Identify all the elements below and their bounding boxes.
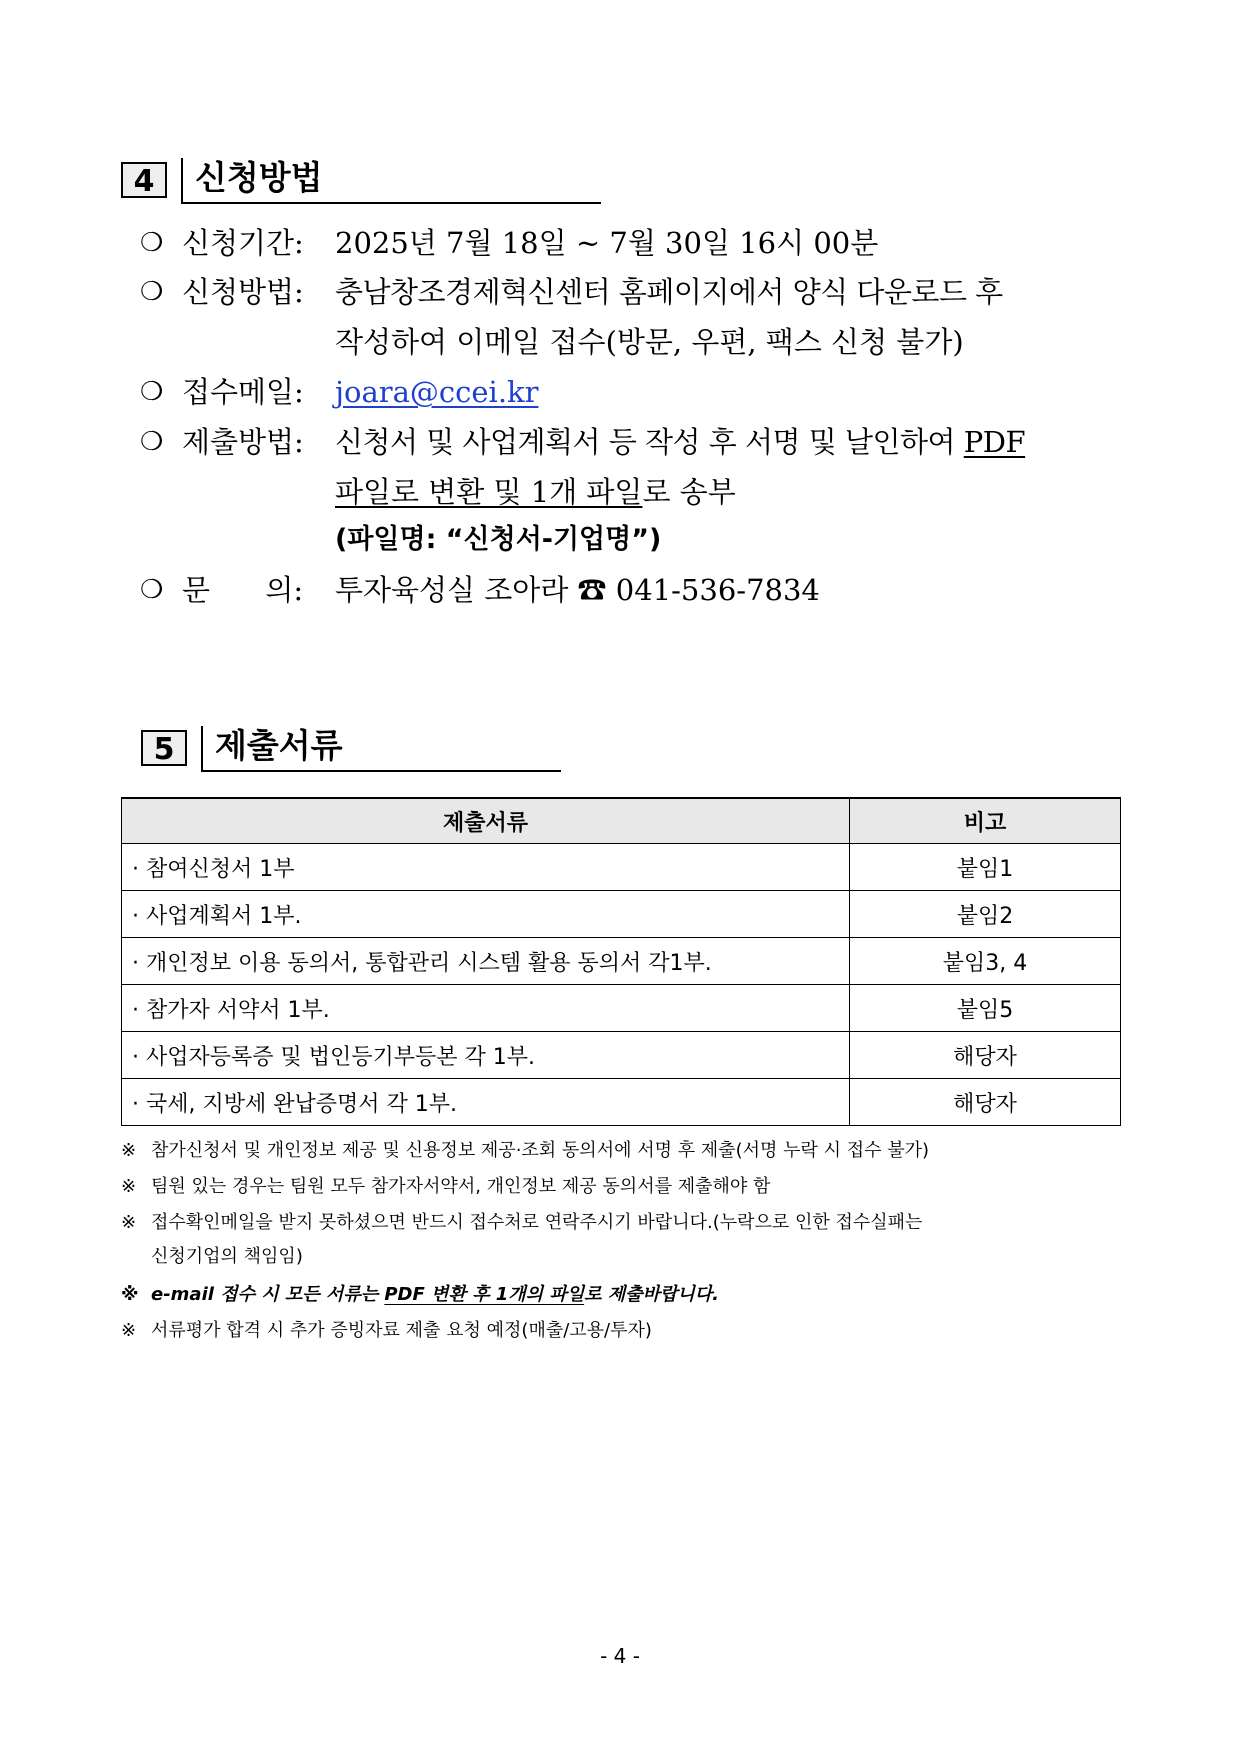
email-label: 접수메일: xyxy=(182,375,304,409)
email-link[interactable]: joara@ccei.kr xyxy=(335,375,539,409)
reference-mark-icon: ※ xyxy=(121,1320,137,1341)
remark-cell: 붙임3, 4 xyxy=(850,938,1121,985)
apply-period-label: 신청기간: xyxy=(182,226,304,260)
bullet-icon: ❍ xyxy=(140,575,164,605)
note-pdf-a: e-mail 접수 시 모든 서류는 xyxy=(151,1284,385,1305)
document-cell: · 개인정보 이용 동의서, 통합관리 시스템 활용 동의서 각1부. xyxy=(122,938,850,985)
note-text xyxy=(151,1278,719,1312)
bullet-icon: ❍ xyxy=(140,228,164,258)
section-4-number: 4 xyxy=(121,162,167,198)
table-row xyxy=(122,1032,1121,1079)
section-divider xyxy=(201,726,203,770)
table-header-row xyxy=(122,798,1121,844)
reference-mark-icon: ※ xyxy=(121,1284,139,1305)
reference-mark-icon: ※ xyxy=(121,1176,137,1197)
contact-value: 투자육성실 조아라 ☎ 041-536-7834 xyxy=(335,573,820,607)
submit-method-label: 제출방법: xyxy=(182,425,304,459)
document-cell: · 참여신청서 1부 xyxy=(122,844,850,891)
apply-method-label: 신청방법: xyxy=(182,275,304,309)
contact-label: 문 의: xyxy=(182,573,304,607)
submit-method-cont xyxy=(335,472,736,512)
document-cell: · 사업계획서 1부. xyxy=(122,891,850,938)
section-underline xyxy=(201,770,561,772)
submit-method-value-a: 신청서 및 사업계획서 등 작성 후 서명 및 날인하여 xyxy=(335,425,964,459)
submit-method-cont-a: 파일로 변환 및 1개 파일 xyxy=(335,475,643,509)
bullet-icon: ❍ xyxy=(140,427,164,457)
section-5-title: 제출서류 xyxy=(215,726,343,765)
document-cell: · 사업자등록증 및 법인등기부등본 각 1부. xyxy=(122,1032,850,1079)
table-row xyxy=(122,891,1121,938)
note-text: 서류평가 합격 시 추가 증빙자료 제출 요청 예정(매출/고용/투자) xyxy=(151,1320,652,1341)
section-4-title: 신청방법 xyxy=(195,158,323,197)
table-row xyxy=(122,938,1121,985)
submit-method-pdf: PDF xyxy=(963,425,1026,459)
remark-cell: 붙임5 xyxy=(850,985,1121,1032)
table-row xyxy=(122,985,1121,1032)
document-cell: · 국세, 지방세 완납증명서 각 1부. xyxy=(122,1079,850,1126)
filename-rule: (파일명: “신청서-기업명”) xyxy=(335,524,662,555)
note-pdf-c: 로 제출바랍니다. xyxy=(584,1284,719,1305)
note-text: 팀원 있는 경우는 팀원 모두 참가자서약서, 개인정보 제공 동의서를 제출해야 함 xyxy=(151,1176,771,1197)
document-cell: · 참가자 서약서 1부. xyxy=(122,985,850,1032)
apply-method-value-cont: 작성하여 이메일 접수(방문, 우편, 팩스 신청 불가) xyxy=(335,325,964,359)
apply-method-value: 충남창조경제혁신센터 홈페이지에서 양식 다운로드 후 xyxy=(335,275,1003,309)
page-number: - 4 - xyxy=(600,1644,640,1668)
apply-period-value: 2025년 7월 18일 ~ 7월 30일 16시 00분 xyxy=(335,226,879,260)
remark-cell: 해당자 xyxy=(850,1079,1121,1126)
section-underline xyxy=(181,202,601,204)
remark-cell: 붙임1 xyxy=(850,844,1121,891)
submit-method-cont-b: 로 송부 xyxy=(642,475,736,509)
section-divider xyxy=(181,158,183,202)
table-row xyxy=(122,1079,1121,1126)
note-text: 참가신청서 및 개인정보 제공 및 신용정보 제공·조회 동의서에 서명 후 제출(서명 누락 시 접수 불가) xyxy=(151,1140,929,1161)
documents-table xyxy=(121,797,1121,1126)
header-documents: 제출서류 xyxy=(122,798,850,844)
section-5-number: 5 xyxy=(141,730,187,766)
note-text-cont: 신청기업의 책임임) xyxy=(151,1246,303,1267)
remark-cell: 붙임2 xyxy=(850,891,1121,938)
header-remarks: 비고 xyxy=(850,798,1121,844)
note-text: 접수확인메일을 받지 못하셨으면 반드시 접수처로 연락주시기 바랍니다.(누락으로 인한 접수실패는 xyxy=(151,1212,923,1233)
remark-cell: 해당자 xyxy=(850,1032,1121,1079)
table-row xyxy=(122,844,1121,891)
note-pdf-b: PDF 변환 후 1개의 파일 xyxy=(384,1284,585,1305)
bullet-icon: ❍ xyxy=(140,277,164,307)
submit-method-value xyxy=(335,422,1025,462)
bullet-icon: ❍ xyxy=(140,377,164,407)
reference-mark-icon: ※ xyxy=(121,1140,137,1161)
reference-mark-icon: ※ xyxy=(121,1212,137,1233)
